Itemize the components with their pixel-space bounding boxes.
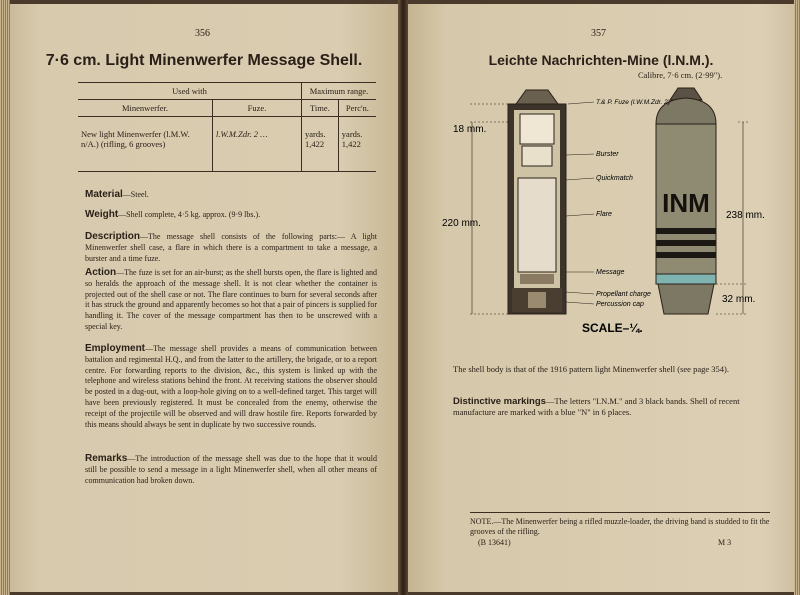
para-weight: Weight—Shell complete, 4·5 kg. approx. (9·9 lbs.). — [85, 209, 261, 220]
col-minenwerfer: Minenwerfer. — [78, 100, 213, 117]
footnote: NOTE.—The Minenwerfer being a rifled muzzle-loader, the driving band is studded to fit the grooves of the rifling. — [470, 512, 770, 537]
inm-marking: INM — [662, 188, 710, 218]
footer-code: (B 13641) — [478, 538, 511, 547]
cell-minenwerfer: New light Minenwerfer (l.M.W. n/A.) (rifling, 6 grooves) — [78, 117, 213, 172]
right-page-edges — [794, 0, 800, 595]
material-label: Material — [85, 189, 123, 200]
label-percussion: Percussion cap — [596, 301, 644, 308]
cell-time: yards. 1,422 — [302, 117, 339, 172]
remarks-label: Remarks — [85, 453, 128, 464]
page-title-right: Leichte Nachrichten-Mine (l.N.M.). — [488, 52, 714, 68]
para-action: Action—The fuze is set for an air-burst; as the shell bursts open, the flare is lighted and so heralds the approach of the message shell. It is not clear whether the container is projected out of the shell case or not. The flare continues to burn for several seconds after it has struck the ground and apparently becomes so hot that a pair of pincers is supplied for handling it. The cover of the message compartment has then to be unscrewed with a special key. — [85, 267, 377, 331]
black-band-2 — [656, 240, 716, 246]
scale-label: SCALE–¼. — [582, 321, 643, 335]
cell-fuze: l.W.M.Zdr. 2 … — [213, 117, 302, 172]
driving-band — [656, 274, 716, 284]
cell-percn: yards. 1,422 — [338, 117, 376, 172]
calibre-label: Calibre, 7·6 cm. (2·99"). — [638, 70, 723, 80]
page-title-left: 7·6 cm. Light Minenwerfer Message Shell. — [45, 52, 363, 69]
label-burster: Burster — [596, 151, 619, 158]
footer-signature: M 3 — [718, 538, 732, 547]
page-number-right: 357 — [591, 28, 606, 39]
shell-body-text: The shell body is that of the 1916 pattern light Minenwerfer shell (see page 354). — [453, 364, 729, 374]
usage-table — [78, 82, 376, 172]
shell-diagram — [408, 80, 794, 340]
shell-external-view — [656, 88, 716, 314]
black-band-3 — [656, 252, 716, 258]
dim-238: 238 mm. — [726, 210, 765, 221]
description-label: Description — [85, 231, 141, 242]
employment-label: Employment — [85, 343, 146, 354]
label-quickmatch: Quickmatch — [596, 175, 633, 182]
col-time: Time. — [302, 100, 339, 117]
para-material: Material—Steel. — [85, 189, 149, 200]
para-remarks: Remarks—The introduction of the message shell was due to the hope that it would still be possible to send a message in a light Minenwerfer shell, when all other means of communication had broken down. — [85, 453, 377, 485]
distinctive-label: Distinctive markings — [453, 396, 546, 407]
label-fuze: T.& P. Fuze (l.W.M.Zdr. 2) — [596, 99, 670, 106]
col-fuze: Fuze. — [213, 100, 302, 117]
label-message: Message — [596, 269, 625, 276]
label-flare: Flare — [596, 211, 612, 218]
para-description: Description—The message shell consists of the following parts:— A light Minenwerfer shell case, a flare in which there is a compartment to take a message, a burster and a time fuze. — [85, 231, 377, 263]
para-distinctive: Distinctive markings—The letters "I.N.M." and 3 black bands. Shell of recent manufacture are marked with a blue "N" in 6 places. — [453, 396, 740, 417]
shell-section-drawing — [508, 90, 566, 314]
dim-32: 32 mm. — [722, 294, 756, 305]
left-page — [10, 4, 398, 592]
header-max-range: Maximum range. — [302, 83, 377, 100]
left-page-edges — [0, 0, 10, 595]
action-label: Action — [85, 267, 117, 278]
para-employment: Employment—The message shell provides a means of communication between battalion and regimental H.Q., and from the latter to the artillery, the brigade, or to a report centre. For forwarding reports to the division, &c., this system is linked up with the telephone and wireless stations behind the front. At receiving stations the observer should be posted in a dug-out, with a loop-hole giving on to a well-defined target. This target will have been previously registered. It must be concealed from the enemy, otherwise the receipt of the projectile will be observed and will draw hostile fire. Reports forwarded by this means should always be sent in duplicate by two successive rounds. — [85, 343, 377, 429]
dim-18: 18 mm. — [453, 124, 487, 135]
book-gutter — [398, 0, 408, 595]
header-used-with: Used with — [78, 83, 302, 100]
black-band-1 — [656, 228, 716, 234]
right-page — [408, 4, 794, 592]
weight-label: Weight — [85, 209, 119, 220]
label-propellant: Propellant charge — [596, 291, 651, 298]
page-number-left: 356 — [195, 28, 210, 39]
col-percn: Perc'n. — [338, 100, 376, 117]
dim-220: 220 mm. — [442, 218, 481, 229]
